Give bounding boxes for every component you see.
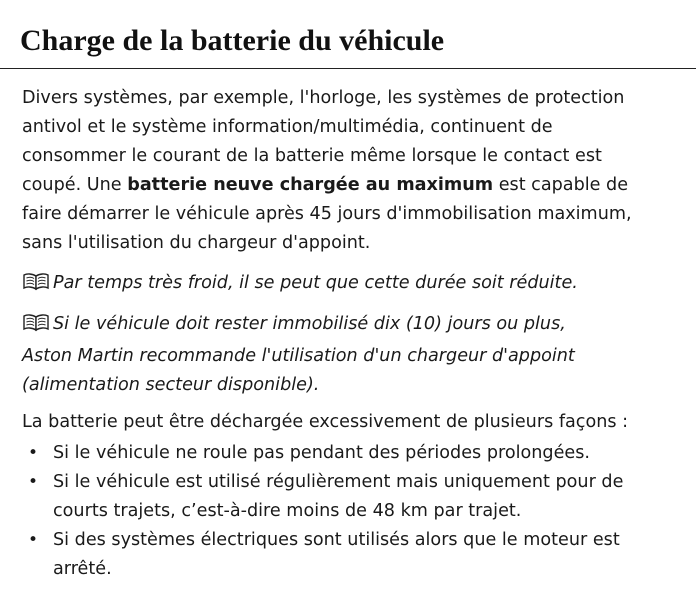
book-icon [22,272,50,301]
emphasis-text: batterie neuve chargée au maximum [127,175,494,195]
document-body [22,84,690,584]
list-item-line: courts trajets, c’est-à-dire moins de 48 km par trajet. [53,501,522,521]
list-item [22,526,690,584]
discharge-causes-list [22,439,690,584]
bullet-icon: • [28,472,39,492]
paragraph-line: sans l'utilisation du chargeur d'appoint. [22,233,371,253]
note-line: (alimentation secteur disponible). [22,375,320,395]
paragraph-line: faire démarrer le véhicule après 45 jours d'immobilisation maximum, [22,204,632,224]
paragraph-text: coupé. Une [22,175,128,195]
paragraph-line: consommer le courant de la batterie même lorsque le contact est [22,146,602,166]
discharge-intro [22,408,690,437]
paragraph-line [22,171,690,200]
paragraph-line: Divers systèmes, par exemple, l'horloge, les systèmes de protection [22,88,625,108]
note-text: Si le véhicule doit rester immobilisé dix (10) jours ou plus, [53,314,566,334]
note-storage [22,310,690,400]
paragraph-battery-consumption [22,84,690,258]
title-divider [0,68,696,69]
bullet-icon: • [28,443,39,463]
list-item [22,439,690,468]
list-item-line: Si le véhicule ne roule pas pendant des périodes prolongées. [53,443,590,463]
list-item-line: Si des systèmes électriques sont utilisés alors que le moteur est [53,530,620,550]
paragraph-line: antivol et le système information/multimédia, continuent de [22,117,553,137]
note-line [22,269,690,301]
book-icon [22,313,50,342]
list-item-line: Si le véhicule est utilisé régulièrement mais uniquement pour de [53,472,624,492]
note-cold-weather [22,269,690,301]
paragraph-text: est capable de [493,175,629,195]
intro-line: La batterie peut être déchargée excessivement de plusieurs façons : [22,412,629,432]
list-item-line: arrêté. [53,559,112,579]
note-line [22,310,690,342]
list-item [22,468,690,526]
note-line: Aston Martin recommande l'utilisation d'un chargeur d'appoint [22,346,575,366]
section-title: Charge de la batterie du véhicule [20,24,445,57]
bullet-icon: • [28,530,39,550]
note-text: Par temps très froid, il se peut que cette durée soit réduite. [53,273,578,293]
